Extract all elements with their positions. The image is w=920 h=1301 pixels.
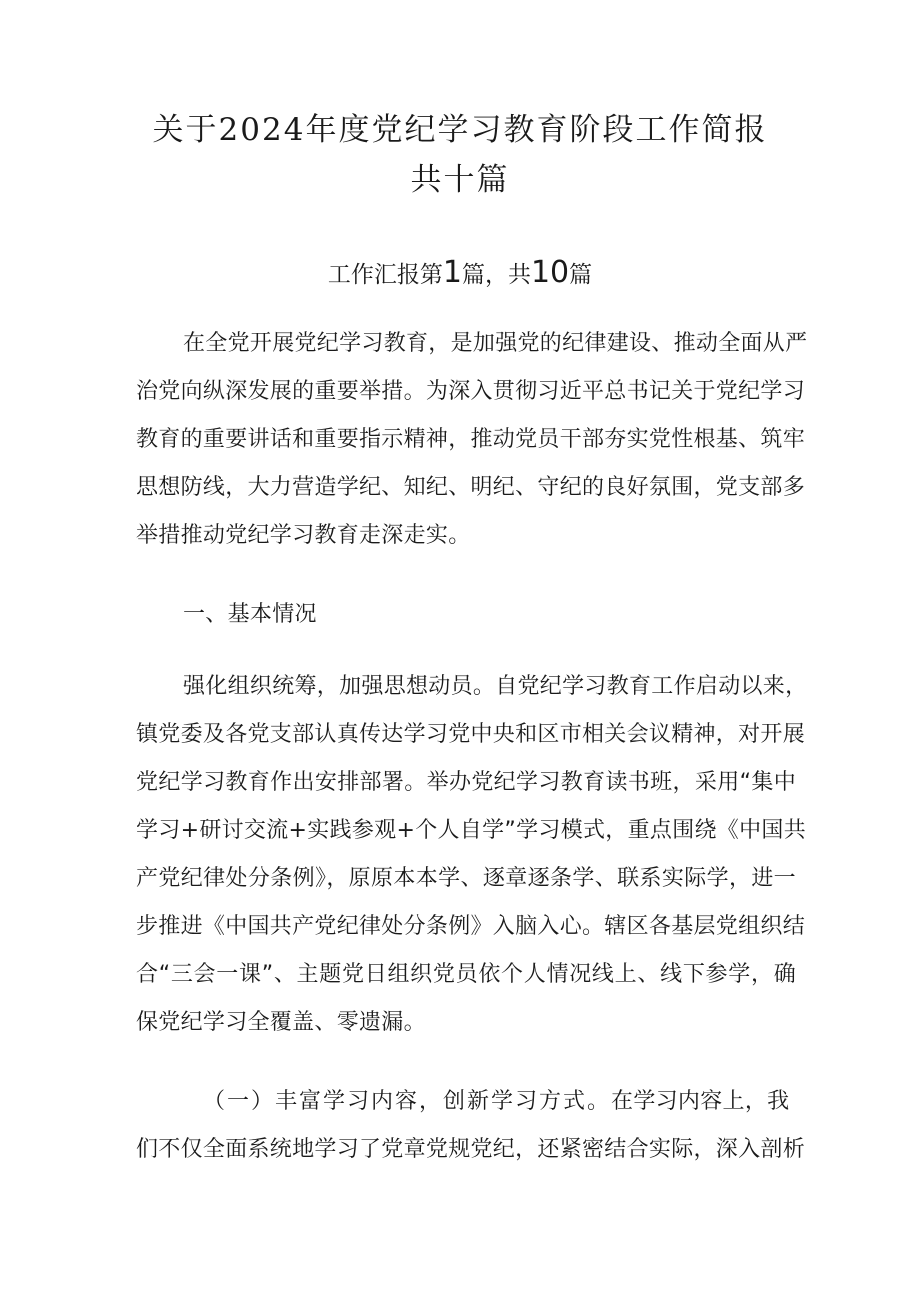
paragraph-1-line-4: 思想防线，大力营造学纪、知纪、明纪、守纪的良好氛围，党支部多: [136, 475, 806, 500]
paragraph-2-line-4: 学习+研讨交流+实践参观+个人自学”学习模式，重点围绕《中国共: [136, 818, 806, 843]
document-title-line2: 共十篇: [410, 162, 510, 198]
paragraph-2-line-5: 产党纪律处分条例》，原原本本学、逐章逐条学、联系实际学，进一: [136, 866, 796, 891]
section-heading-1: 一、基本情况: [183, 602, 317, 627]
paragraph-2-line-8: 保党纪学习全覆盖、零遗漏。: [136, 1010, 426, 1035]
subtitle-mid: 篇，共: [461, 262, 531, 288]
subsection-heading-1: （一）丰富学习内容，创新学习方式。: [203, 1089, 612, 1114]
paragraph-3-line-1: [203, 1087, 790, 1117]
paragraph-3-line-2: 们不仅全面系统地学习了党章党规党纪，还紧密结合实际，深入剖析: [136, 1137, 806, 1162]
paragraph-1-line-5: 举措推动党纪学习教育走深走实。: [136, 523, 471, 548]
document-subtitle: [200, 256, 720, 292]
paragraph-3-line-1-rest: 在学习内容上，我: [611, 1089, 790, 1114]
subtitle-number-current: 1: [442, 255, 462, 290]
subtitle-suffix: 篇: [569, 262, 593, 288]
paragraph-2-line-3: 党纪学习教育作出安排部署。举办党纪学习教育读书班，采用“集中: [136, 770, 796, 795]
paragraph-2-line-6: 步推进《中国共产党纪律处分条例》入脑入心。辖区各基层党组织结: [136, 914, 806, 939]
paragraph-1-line-2: 治党向纵深发展的重要举措。为深入贯彻习近平总书记关于党纪学习: [136, 379, 806, 404]
paragraph-1-line-3: 教育的重要讲话和重要指示精神，推动党员干部夯实党性根基、筑牢: [136, 427, 806, 452]
paragraph-1-line-1: 在全党开展党纪学习教育，是加强党的纪律建设、推动全面从严: [183, 331, 808, 356]
subtitle-prefix: 工作汇报第: [327, 262, 443, 288]
paragraph-2-line-7: 合“三会一课”、主题党日组织党员依个人情况线上、线下参学，确: [136, 962, 796, 987]
paragraph-2-line-1: 强化组织统筹，加强思想动员。自党纪学习教育工作启动以来，: [183, 674, 808, 699]
document-title-line1: 关于2024年度党纪学习教育阶段工作简报: [152, 112, 768, 148]
paragraph-2-line-2: 镇党委及各党支部认真传达学习党中央和区市相关会议精神，对开展: [136, 722, 806, 747]
subtitle-number-total: 10: [530, 255, 570, 290]
